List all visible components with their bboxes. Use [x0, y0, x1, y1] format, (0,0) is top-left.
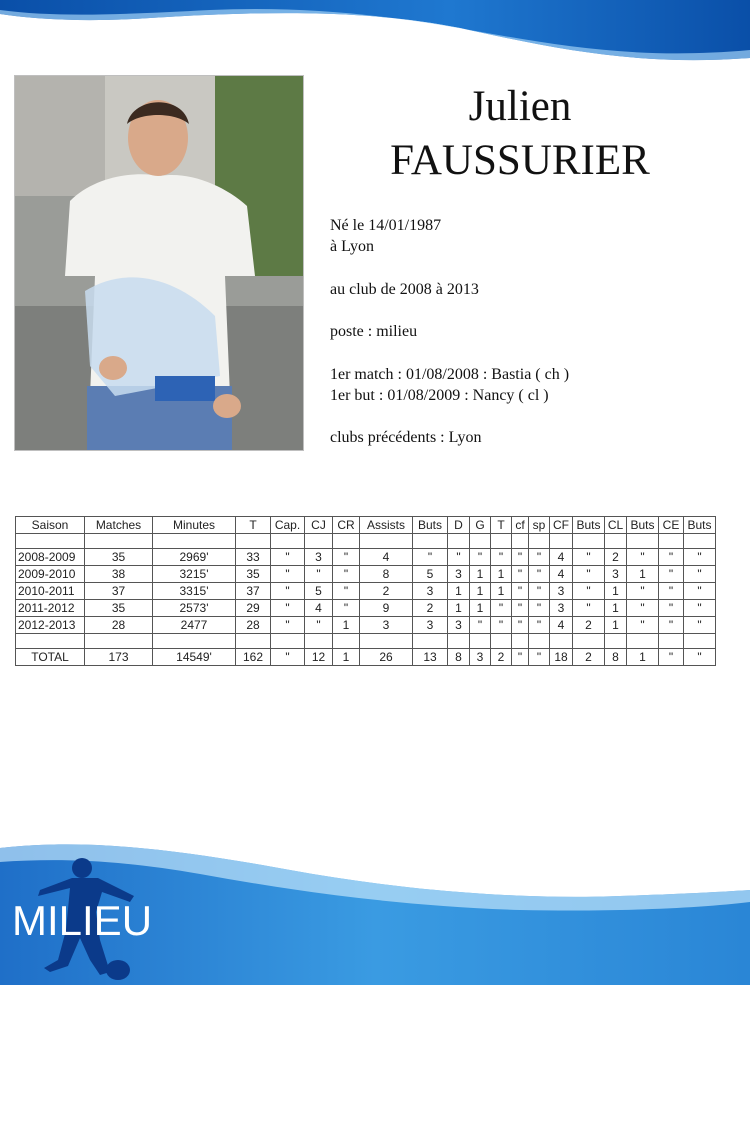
stats-header-cell: Matches — [85, 517, 153, 534]
total-cell: 12 — [305, 649, 333, 666]
blank-cell — [448, 534, 470, 549]
table-row — [16, 600, 716, 617]
table-cell: " — [271, 600, 305, 617]
total-cell: " — [659, 649, 684, 666]
blank-cell — [529, 534, 550, 549]
blank-cell — [305, 534, 333, 549]
table-cell: 3315' — [153, 583, 236, 600]
table-cell: " — [470, 617, 491, 634]
table-cell: " — [491, 617, 512, 634]
previous-clubs: clubs précédents : Lyon — [330, 429, 482, 446]
table-cell: 2 — [413, 600, 448, 617]
total-cell: 8 — [448, 649, 470, 666]
table-cell: 3 — [305, 549, 333, 566]
table-cell: 2477 — [153, 617, 236, 634]
table-cell: 37 — [236, 583, 271, 600]
table-cell: 1 — [448, 583, 470, 600]
table-cell: " — [627, 600, 659, 617]
table-cell: " — [512, 617, 529, 634]
stats-header-cell: Minutes — [153, 517, 236, 534]
total-cell: 3 — [470, 649, 491, 666]
blank-cell — [659, 634, 684, 649]
blank-cell — [413, 534, 448, 549]
table-cell: " — [659, 617, 684, 634]
table-cell: 2011-2012 — [16, 600, 85, 617]
table-cell: 3 — [413, 617, 448, 634]
table-cell: 38 — [85, 566, 153, 583]
table-cell: " — [684, 617, 716, 634]
blank-cell — [236, 634, 271, 649]
stats-header-cell: Buts — [684, 517, 716, 534]
table-cell: " — [529, 583, 550, 600]
blank-cell — [529, 634, 550, 649]
blank-cell — [85, 634, 153, 649]
blank-cell — [470, 634, 491, 649]
table-cell: 29 — [236, 600, 271, 617]
birth-date: Né le 14/01/1987 — [330, 217, 442, 234]
table-cell: 5 — [413, 566, 448, 583]
total-cell: " — [529, 649, 550, 666]
blank-cell — [627, 634, 659, 649]
table-cell: 2 — [605, 549, 627, 566]
club-period: au club de 2008 à 2013 — [330, 281, 479, 298]
blank-cell — [573, 534, 605, 549]
stats-header-cell: Buts — [627, 517, 659, 534]
stats-header-cell: G — [470, 517, 491, 534]
table-cell: " — [659, 549, 684, 566]
blank-cell — [360, 634, 413, 649]
blank-row — [16, 634, 716, 649]
blank-cell — [16, 534, 85, 549]
total-cell: 8 — [605, 649, 627, 666]
blank-cell — [550, 534, 573, 549]
blank-cell — [236, 534, 271, 549]
total-cell: TOTAL — [16, 649, 85, 666]
table-cell: 37 — [85, 583, 153, 600]
table-row — [16, 617, 716, 634]
table-cell: 1 — [448, 600, 470, 617]
stats-header-cell: sp — [529, 517, 550, 534]
stats-header-cell: CE — [659, 517, 684, 534]
table-cell: " — [333, 549, 360, 566]
stats-header-cell: cf — [512, 517, 529, 534]
table-cell: 3 — [550, 600, 573, 617]
blank-cell — [512, 634, 529, 649]
table-cell: " — [271, 617, 305, 634]
table-cell: 3 — [448, 617, 470, 634]
player-photo — [14, 75, 304, 451]
table-cell: 28 — [236, 617, 271, 634]
table-cell: " — [470, 549, 491, 566]
table-cell: " — [659, 566, 684, 583]
stats-header-row — [16, 517, 716, 534]
top-wave-banner — [0, 0, 750, 75]
blank-cell — [684, 634, 716, 649]
table-cell: " — [573, 600, 605, 617]
table-cell: 1 — [470, 583, 491, 600]
table-cell: 35 — [236, 566, 271, 583]
table-cell: " — [684, 566, 716, 583]
first-goal: 1er but : 01/08/2009 : Nancy ( cl ) — [330, 387, 549, 404]
table-cell: " — [627, 583, 659, 600]
stats-header-cell: Buts — [413, 517, 448, 534]
stats-body — [16, 549, 716, 634]
total-cell: 2 — [491, 649, 512, 666]
blank-cell — [333, 534, 360, 549]
table-cell: 35 — [85, 549, 153, 566]
table-cell: " — [684, 549, 716, 566]
table-cell: 4 — [360, 549, 413, 566]
table-cell: 5 — [305, 583, 333, 600]
total-cell: 1 — [627, 649, 659, 666]
first-match: 1er match : 01/08/2008 : Bastia ( ch ) — [330, 366, 570, 383]
blank-cell — [360, 534, 413, 549]
table-cell: 4 — [550, 549, 573, 566]
stats-table — [15, 516, 716, 666]
table-cell: 1 — [605, 617, 627, 634]
table-cell: 2573' — [153, 600, 236, 617]
table-cell: " — [573, 549, 605, 566]
table-row — [16, 583, 716, 600]
blank-cell — [684, 534, 716, 549]
blank-cell — [491, 534, 512, 549]
table-cell: " — [271, 566, 305, 583]
table-cell: 3 — [550, 583, 573, 600]
table-cell: 1 — [333, 617, 360, 634]
blank-cell — [491, 634, 512, 649]
blank-cell — [16, 634, 85, 649]
table-cell: 1 — [605, 600, 627, 617]
blank-cell — [333, 634, 360, 649]
total-cell: 18 — [550, 649, 573, 666]
stats-header-cell: T — [236, 517, 271, 534]
table-cell: 9 — [360, 600, 413, 617]
blank-cell — [470, 534, 491, 549]
stats-header-cell: Buts — [573, 517, 605, 534]
table-cell: " — [684, 583, 716, 600]
stats-header-cell: CJ — [305, 517, 333, 534]
table-cell: " — [529, 566, 550, 583]
total-cell: 2 — [573, 649, 605, 666]
table-cell: 2010-2011 — [16, 583, 85, 600]
table-cell: " — [529, 549, 550, 566]
table-cell: " — [684, 600, 716, 617]
blank-cell — [153, 634, 236, 649]
position-label: MILIEU — [12, 897, 153, 944]
table-cell: 2969' — [153, 549, 236, 566]
table-cell: " — [491, 549, 512, 566]
table-cell: 1 — [627, 566, 659, 583]
table-cell: " — [512, 600, 529, 617]
blank-cell — [573, 634, 605, 649]
table-cell: 3 — [605, 566, 627, 583]
stats-total-row — [16, 649, 716, 666]
table-cell: 3 — [448, 566, 470, 583]
total-cell: 13 — [413, 649, 448, 666]
table-cell: 1 — [470, 600, 491, 617]
table-cell: 3 — [413, 583, 448, 600]
total-cell: 26 — [360, 649, 413, 666]
table-cell: " — [627, 617, 659, 634]
blank-cell — [550, 634, 573, 649]
table-cell: 2 — [360, 583, 413, 600]
blank-cell — [605, 534, 627, 549]
table-cell: 35 — [85, 600, 153, 617]
table-cell: 3 — [360, 617, 413, 634]
table-cell: 2009-2010 — [16, 566, 85, 583]
table-cell: " — [573, 583, 605, 600]
table-row — [16, 549, 716, 566]
blank-cell — [512, 534, 529, 549]
table-cell: 1 — [605, 583, 627, 600]
stats-header-cell: CF — [550, 517, 573, 534]
table-cell: " — [529, 600, 550, 617]
table-cell: " — [512, 583, 529, 600]
blank-cell — [659, 534, 684, 549]
blank-cell — [305, 634, 333, 649]
table-cell: " — [512, 566, 529, 583]
total-cell: 173 — [85, 649, 153, 666]
position-line: poste : milieu — [330, 323, 418, 340]
table-cell: 8 — [360, 566, 413, 583]
blank-cell — [627, 534, 659, 549]
table-cell: " — [271, 583, 305, 600]
stats-header-cell: D — [448, 517, 470, 534]
birth-place: à Lyon — [330, 238, 374, 255]
table-cell: " — [512, 549, 529, 566]
table-cell: " — [333, 566, 360, 583]
table-cell: 2012-2013 — [16, 617, 85, 634]
table-cell: " — [491, 600, 512, 617]
total-cell: 1 — [333, 649, 360, 666]
table-cell: 2008-2009 — [16, 549, 85, 566]
total-cell: " — [271, 649, 305, 666]
table-cell: " — [529, 617, 550, 634]
table-cell: " — [333, 583, 360, 600]
table-cell: 4 — [550, 617, 573, 634]
table-cell: 1 — [470, 566, 491, 583]
total-cell: " — [684, 649, 716, 666]
table-cell: " — [573, 566, 605, 583]
table-cell: " — [333, 600, 360, 617]
blank-cell — [85, 534, 153, 549]
table-cell: " — [659, 583, 684, 600]
table-cell: " — [659, 600, 684, 617]
total-cell: 162 — [236, 649, 271, 666]
table-cell: 4 — [550, 566, 573, 583]
player-last-name: FAUSSURIER — [390, 137, 650, 184]
table-cell: 28 — [85, 617, 153, 634]
blank-cell — [271, 634, 305, 649]
stats-header-cell: Cap. — [271, 517, 305, 534]
blank-row — [16, 534, 716, 549]
blank-cell — [271, 534, 305, 549]
table-cell: 2 — [573, 617, 605, 634]
table-cell: " — [305, 566, 333, 583]
total-cell: " — [512, 649, 529, 666]
blank-cell — [448, 634, 470, 649]
total-cell: 14549' — [153, 649, 236, 666]
blank-cell — [413, 634, 448, 649]
blank-cell — [153, 534, 236, 549]
stats-header-cell: T — [491, 517, 512, 534]
stats-header-cell: Assists — [360, 517, 413, 534]
table-cell: 1 — [491, 583, 512, 600]
table-cell: " — [413, 549, 448, 566]
table-cell: " — [271, 549, 305, 566]
player-first-name: Julien — [468, 83, 572, 130]
stats-header-cell: CR — [333, 517, 360, 534]
table-cell: 3215' — [153, 566, 236, 583]
table-cell: 4 — [305, 600, 333, 617]
blank-cell — [605, 634, 627, 649]
table-cell: " — [448, 549, 470, 566]
table-row — [16, 566, 716, 583]
table-cell: 1 — [491, 566, 512, 583]
table-cell: " — [627, 549, 659, 566]
table-cell: " — [305, 617, 333, 634]
stats-header-cell: Saison — [16, 517, 85, 534]
table-cell: 33 — [236, 549, 271, 566]
stats-header-cell: CL — [605, 517, 627, 534]
